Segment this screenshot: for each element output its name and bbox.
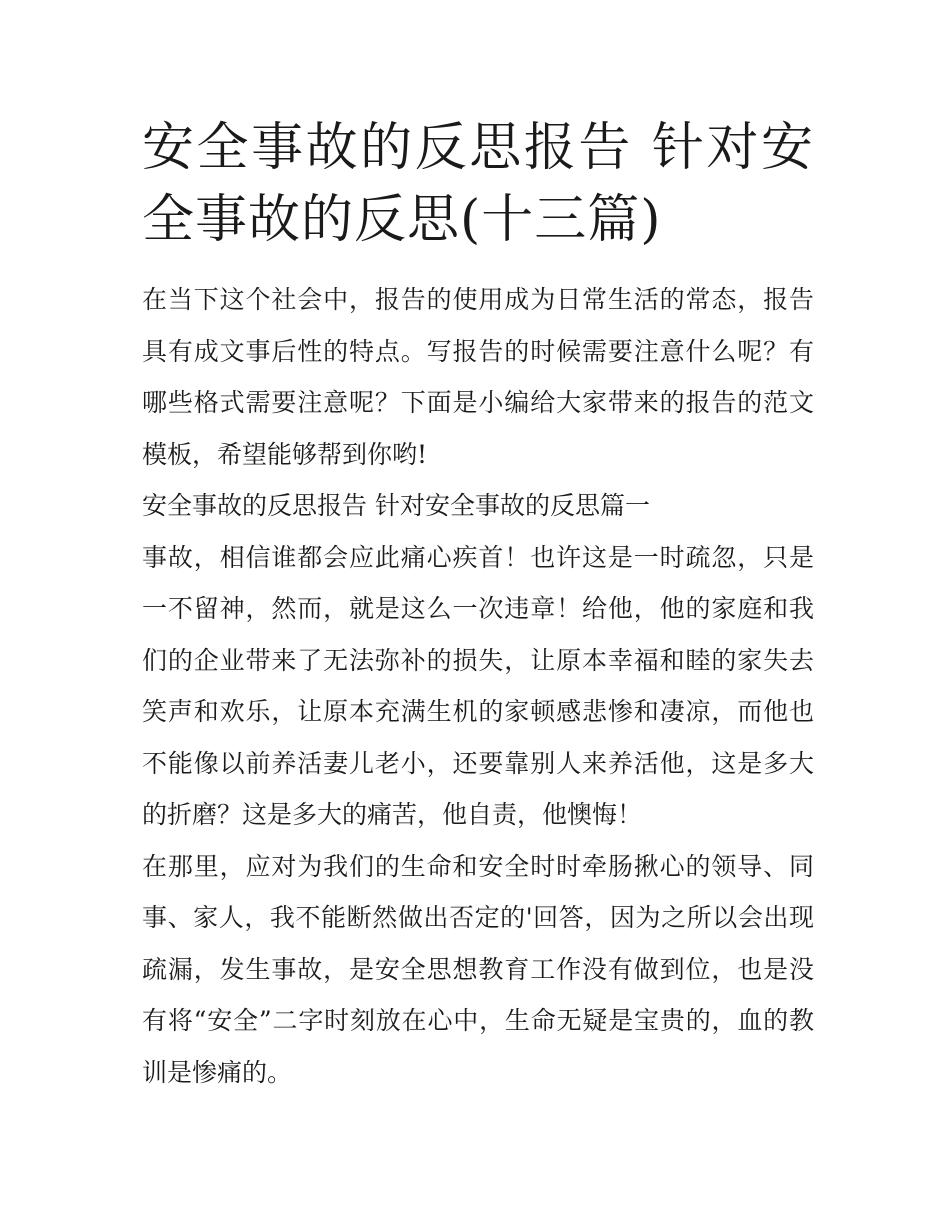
document-body xyxy=(142,112,814,1098)
section-heading: 安全事故的反思报告 针对安全事故的反思篇一 xyxy=(142,491,650,520)
intro-paragraph: 在当下这个社会中，报告的使用成为日常生活的常态，报告具有成文事后性的特点。写报告的时候需要注意什么呢？有哪些格式需要注意呢？下面是小编给大家带来的报告的范文模板，希望能够帮到你哟! xyxy=(142,285,814,469)
document-title: 安全事故的反思报告 针对安全事故的反思(十三篇) xyxy=(142,118,814,250)
body-paragraph: 事故，相信谁都会应此痛心疾首！也许这是一时疏忽，只是一不留神，然而，就是这么一次违章！给他，他的家庭和我们的企业带来了无法弥补的损失，让原本幸福和睦的家失去笑声和欢乐，让原本充满生机的家顿感悲惨和凄凉，而他也不能像以前养活妻儿老小，还要靠别人来养活他，这是多大的折磨？这是多大的痛苦，他自责，他懊悔！ xyxy=(142,542,814,829)
body-paragraph: 在那里，应对为我们的生命和安全时时牵肠揪心的领导、同事、家人，我不能断然做出否定的'回答，因为之所以会出现疏漏，发生事故，是安全思想教育工作没有做到位，也是没有将“安全”二字时刻放在心中，生命无疑是宝贵的，血的教训是惨痛的。 xyxy=(142,851,814,1087)
